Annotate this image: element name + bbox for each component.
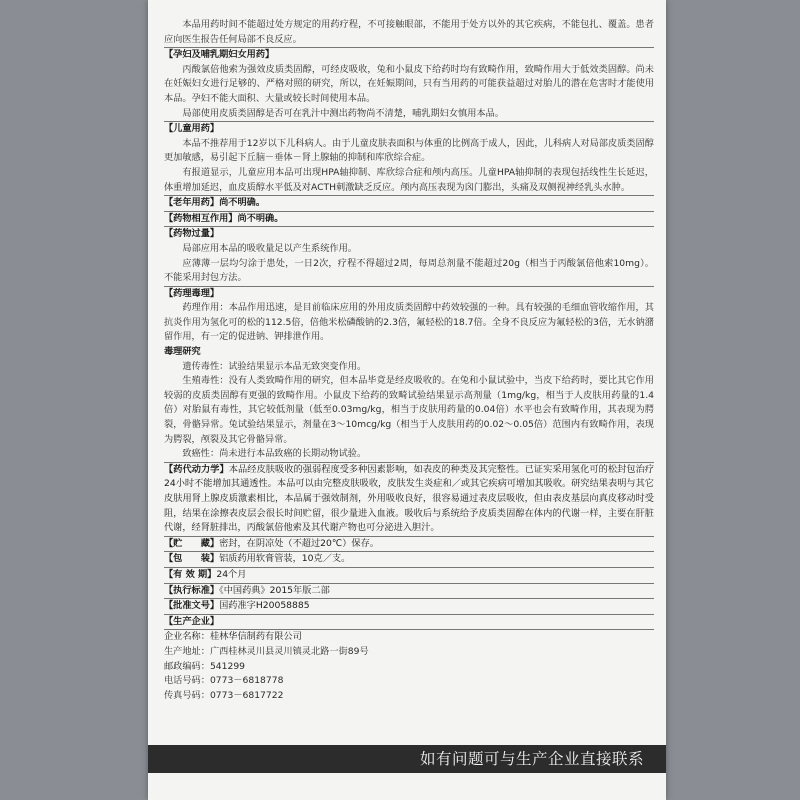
overdose-heading: 【药物过量】 [164,226,654,242]
toxicology-carcinogenic: 致癌性：尚未进行本品致癌的长期动物试验。 [182,448,367,460]
intro-paragraph: 本品用药时间不能超过处方规定的用药疗程，不可接触眼部，不能用于处方以外的其它疾病，不能包扎、覆盖。患者应向医生报告任何局部不良反应。 [164,19,654,45]
children-heading: 【儿童用药】 [164,121,654,137]
approval-row [164,598,654,614]
pharmacology-paragraph-1: 药理作用：本品作用迅速，是目前临床应用的外用皮质类固醇中药效较强的一种。具有较强的毛细血管收缩作用，其抗炎作用为氢化可的松的112.5倍，倍他米松磷酸钠的2.3倍，氟轻松的18.7倍。全身不良反应为氟轻松的3倍，无水钠潴留作用，有一定的促进钠、钾排泄作用。 [164,302,654,343]
company-fax-label: 传真号码： [164,689,210,701]
company-phone-row [164,674,654,689]
interaction-section [164,211,654,227]
pharmacokinetics-text: 本品经皮肤吸收的强弱程度受多种因素影响，如表皮的种类及其完整性。已证实采用氢化可的松封包治疗24小时不能增加其通透性。本品可以由完整皮肤吸收，皮肤发生炎症和／或其它疾病可增加其吸收。研究结果表明与其它皮肤用肾上腺皮质激素相比，本品属于强效制剂，外用吸收良好，很容易通过表皮层吸收，但由表皮基层向真皮移动时受阻，结果在涂擦表皮层会很长时间贮留，很少量进入血液。吸收后与系统给予皮质类固醇在体内的代谢一样，主要在肝脏代谢，经肾脏排出，丙酸氯倍他索及其代谢产物也可分泌进入胆汁。 [164,463,655,534]
validity-text: 24个月 [216,568,247,580]
company-phone: 0773－6818778 [209,675,284,687]
pregnancy-heading: 【孕妇及哺乳期妇女用药】 [164,47,654,63]
company-name-label: 企业名称： [164,631,210,643]
standard-heading: 【执行标准】 [164,584,220,596]
pharmacokinetics-section [164,462,654,536]
company-address-row [164,645,654,660]
interaction-heading: 【药物相互作用】 [164,212,238,224]
pregnancy-paragraph-1: 丙酸氯倍他索为强效皮质类固醇，可经皮吸收，兔和小鼠皮下给药时均有致畸作用，致畸作用大于低效类固醇。尚未在妊娠妇女进行足够的、严格对照的研究，所以，在妊娠期间，只有当用药的可能获益超过对胎儿的潜在危害时才能使用本品。孕妇不能大面积、大量或较长时间使用本品。 [164,63,654,104]
toxicology-reproductive: 生殖毒性：没有人类致畸作用的研究，但本品毕竟是经皮吸收的。在兔和小鼠试验中，当皮下给药时，要比其它作用较弱的皮质类固醇有更强的致畸作用。小鼠皮下给药的致畸试验结果显示高剂量（1mg/kg，相当于人皮肤用药量的1.4倍）对胎鼠有毒性，其它较低剂量（低至0.03mg/kg，相当于皮肤用药量的0.04倍）水平也会有致畸作用，其表现为腭裂，骨骼异常。兔试验结果显示，剂量在3～10mcg/kg（相当于人皮肤用药的0.02～0.05倍）范围内有致畸作用，表现为腭裂，颅裂及其它骨骼异常。 [164,375,654,445]
manufacturer-heading: 【生产企业】 [164,614,654,630]
package-heading: 【包 装】 [164,553,220,565]
approval-heading: 【批准文号】 [164,600,220,612]
overdose-paragraph-2: 应薄薄一层均匀涂于患处，一日2次，疗程不得超过2周，每周总剂量不能超过20g（相当于丙酸氯倍他索10mg）。不能采用封包方法。 [164,257,654,284]
interaction-text: 尚不明确。 [237,212,284,224]
package-row [164,551,654,567]
package-text: 铝质药用软膏管装，10克／支。 [219,553,351,565]
company-fax-row [164,689,654,704]
company-postcode: 541299 [209,660,246,672]
storage-text: 密封，在阴凉处（不超过20℃）保存。 [219,537,379,549]
standard-text: 《中国药典》2015年版二部 [219,584,330,596]
storage-row [164,536,654,552]
validity-row [164,567,654,583]
company-name: 桂林华信制药有限公司 [209,631,302,643]
company-postcode-label: 邮政编码： [164,660,210,672]
storage-heading: 【贮 藏】 [164,537,220,549]
toxicology-heading: 毒理研究 [164,346,201,358]
pharmacokinetics-heading: 【药代动力学】 [164,463,229,475]
elderly-text: 尚不明确。 [219,197,266,209]
toxicology-genetic: 遗传毒性：试验结果显示本品无致突变作用。 [182,360,367,372]
company-address: 广西桂林灵川县灵川镇灵北路一街89号 [209,645,369,657]
children-paragraph-1: 本品不推荐用于12岁以下儿科病人。由于儿童皮肤表面积与体重的比例高于成人，因此，儿科病人对局部皮质类固醇更加敏感，易引起下丘脑－垂体－肾上腺轴的抑制和库欣综合症。 [164,137,654,164]
contact-footer-bar: 如有问题可与生产企业直接联系 [148,745,666,773]
elderly-section [164,195,654,211]
pharmacology-heading: 【药理毒理】 [164,286,654,302]
company-address-label: 生产地址： [164,645,210,657]
validity-heading: 【有 效 期】 [164,568,217,580]
company-postcode-row [164,660,654,675]
company-phone-label: 电话号码： [164,675,210,687]
leaflet-sheet [148,0,666,800]
pregnancy-paragraph-2: 局部使用皮质类固醇是否可在乳汁中测出药物尚不清楚，哺乳期妇女慎用本品。 [182,107,504,119]
leaflet-content [164,18,654,703]
children-paragraph-2: 有报道显示，儿童应用本品可出现HPA轴抑制、库欣综合症和颅内高压。儿童HPA轴抑制的表现包括线性生长延迟，体重增加延迟，血皮质醇水平低及对ACTH刺激缺乏反应。颅内高压表现为囟门膨出，头痛及双侧视神经乳头水肿。 [164,166,654,193]
company-fax: 0773－6817722 [209,689,284,701]
approval-text: 国药准字H20058885 [219,600,310,612]
overdose-paragraph-1: 局部应用本品的吸收量足以产生系统作用。 [182,242,357,254]
elderly-heading: 【老年用药】 [164,197,220,209]
company-name-row [164,629,654,645]
standard-row [164,583,654,599]
